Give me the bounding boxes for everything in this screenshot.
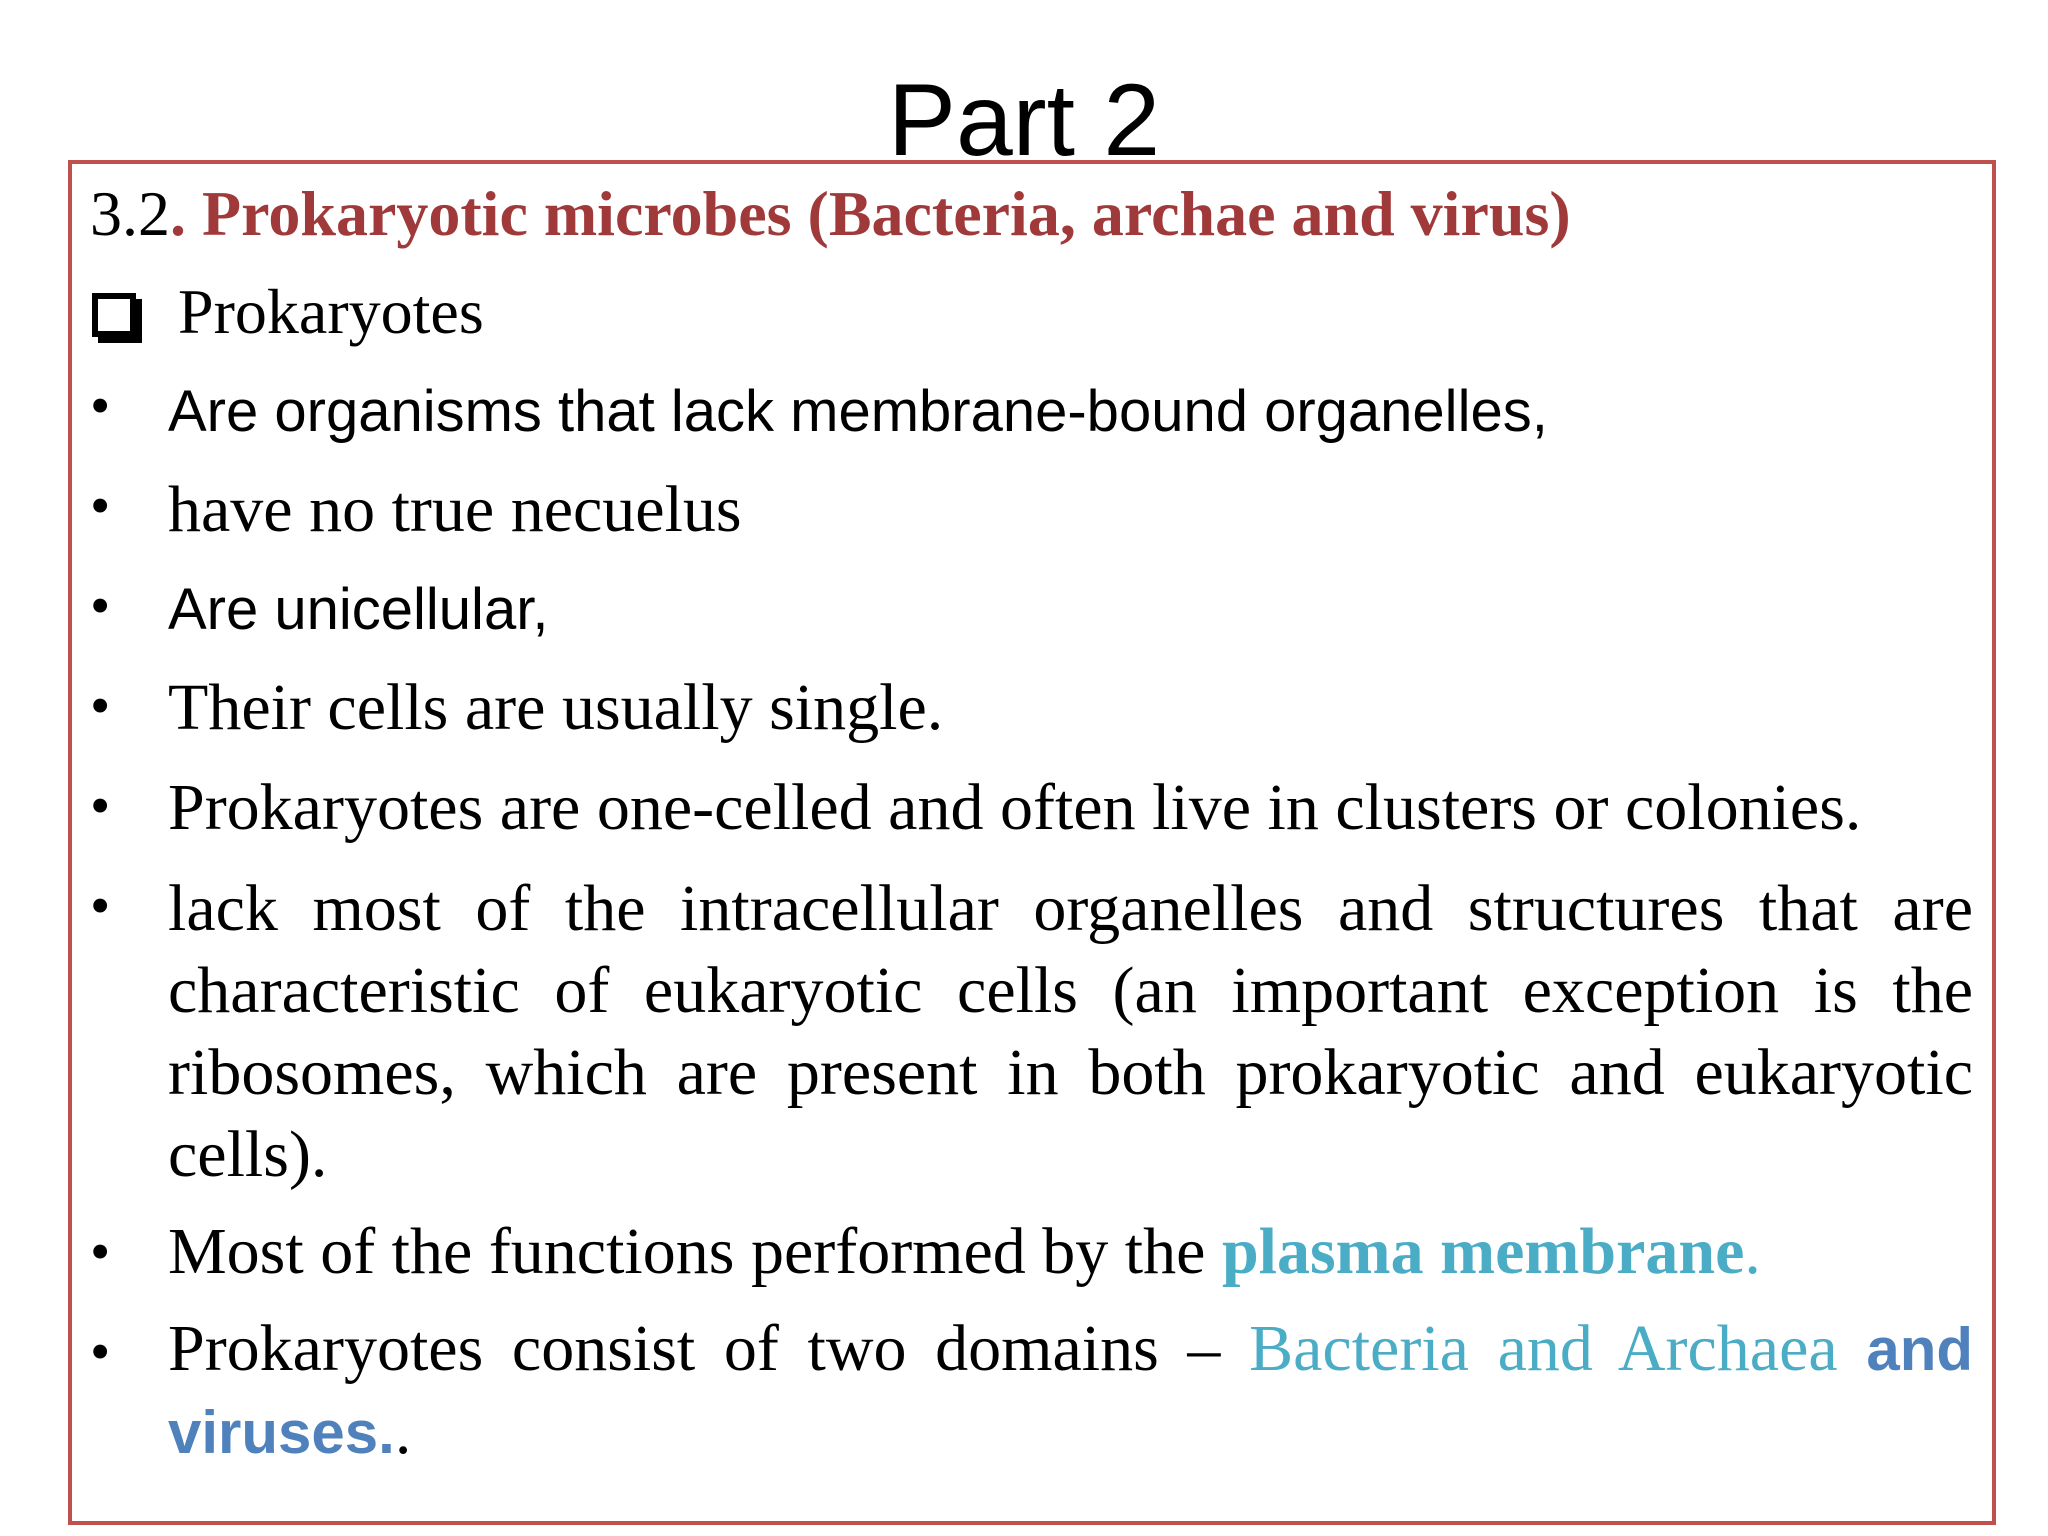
section-number: 3.2 bbox=[90, 178, 170, 249]
bullet-icon: • bbox=[90, 473, 111, 538]
plasma-membrane-highlight: plasma membrane bbox=[1221, 1215, 1745, 1288]
bullet-icon: • bbox=[90, 1219, 111, 1284]
bullet-icon: • bbox=[90, 773, 111, 838]
bullet-item-4: Their cells are usually single. bbox=[168, 671, 944, 744]
bacteria-archaea-highlight: Bacteria and Archaea bbox=[1249, 1312, 1838, 1385]
slide-title: Part 2 bbox=[887, 63, 1161, 177]
bullet-item-7-period: . bbox=[1744, 1215, 1761, 1288]
bullet-item-2: have no true necuelus bbox=[168, 473, 742, 546]
section-heading bbox=[90, 178, 1571, 250]
subheading bbox=[92, 276, 484, 348]
subheading-label: Prokaryotes bbox=[178, 276, 484, 347]
bullet-icon: • bbox=[90, 1319, 111, 1384]
bullet-item-8-text: Prokaryotes consist of two domains – bbox=[168, 1312, 1250, 1385]
bullet-item-1: Are organisms that lack membrane-bound organelles, bbox=[168, 379, 1548, 444]
bullet-item-8 bbox=[168, 1308, 1973, 1474]
bullet-item-5: Prokaryotes are one-celled and often live in clusters or colonies. bbox=[168, 771, 1862, 844]
bullet-item-7-text: Most of the functions performed by the bbox=[168, 1215, 1222, 1288]
bullet-icon: • bbox=[90, 373, 111, 438]
viruses-highlight: viruses. bbox=[168, 1399, 395, 1466]
section-title: . Prokaryotic microbes (Bacteria, archae and virus) bbox=[170, 178, 1571, 249]
checkbox-bullet-icon bbox=[92, 293, 136, 337]
bullet-icon: • bbox=[90, 573, 111, 638]
bullet-item-3: Are unicellular, bbox=[168, 577, 549, 642]
bullet-item-7 bbox=[168, 1216, 1761, 1288]
and-highlight: and bbox=[1866, 1316, 1973, 1383]
bullet-icon: • bbox=[90, 673, 111, 738]
bullet-item-6: lack most of the intracellular organelles and structures that are characteristic of eukaryotic cells (an important exception is the ribosomes, which are present in both prokaryotic and eukaryotic cells). bbox=[168, 872, 1973, 1191]
bullet-icon: • bbox=[90, 873, 111, 938]
bullet-item-8-period: . bbox=[394, 1395, 412, 1468]
